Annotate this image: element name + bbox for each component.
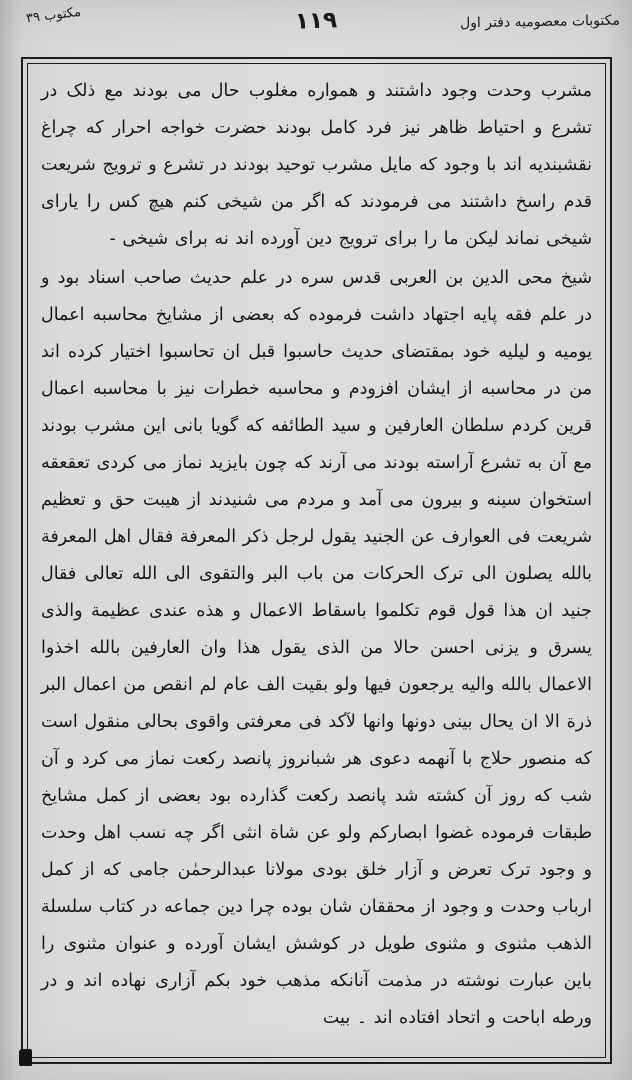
paragraph: مشرب وحدت وجود داشتند و همواره مغلوب حال می بودند مع ذلک در تشرع و احتیاط ظاهر نیز فرد کامل بودند حضرت خواجه احرار که چراغ نقشبندیه اند با وجود که مایل مشرب توحید بودند در تشرع و ترویج شریعت قدم راسخ داشتند می فرمودند که اگر من شیخی کنم هیچ کس را یارای شیخی نماند لیکن ما را برای ترویج دین آورده اند نه برای شیخی - — [41, 81, 592, 249]
text-frame-inner — [27, 63, 606, 1058]
ink-blot — [19, 1049, 32, 1066]
letter-number: مكتوب ٣٩ — [25, 4, 82, 27]
page-number: ١١٩ — [294, 7, 338, 35]
paragraph: شیخ محی الدین بن العربی قدس سره در علم حدیث صاحب اسناد بود و در علم فقه پایه اجتهاد داشت فرموده که بعضی از مشایخ محاسبه اعمال یومیه و لیلیه خود بمقتضای حدیث حاسبوا قبل ان تحاسبوا اختیار کرده اند من در محاسبه از ایشان افزودم و محاسبه خطرات نیز با محاسبه اعمال قرین کردم سلطان العارفین و سید الطائفه که گویا بانی این مشرب بودند مع آن به تشرع آراسته بودند می آرند که چون بایزید نماز می کردی تعقعقه استخوان سینه و بیرون می آمد و مردم می شنیدند از هیبت حق و تعظیم شریعت فی العوارف عن الجنید یقول لرجل ذکر المعرفة فقال اهل المعرفة بالله یصلون الی ترک الحرکات من باب البر والتقوی الی الله تعالی فقال جنید ان هذا قول قوم تکلموا باسقاط الاعمال و هذه عندی عظیمة والذی یسرق و یزنی احسن حالا من الذی یقول هذا وان العارفین بالله اخذوا الاعمال بالله والیه یرجعون فیها ولو بقیت الف عام لم انقص من اعمال البر ذرة الا ان یحال بینی دونها وانها لآکد فی معرفتی واقوی بحالی منقول است که منصور حلاج با آنهمه دعوی هر شبانروز پانصد رکعت نماز می کرد و آن شب که روز آن کشته شد پانصد رکعت گذارده بود بعضی از کمل مشایخ طبقات فرموده غضوا ابصارکم ولو عن شاة انثی اگر چه نسب اهل وحدت و وجود ترک تعرض و آزار خلق بودی مولانا عبدالرحمٰن جامی که از کمل ارباب وحدت و وجود از محققان شان بوده چرا دین جماعه در کتاب سلسلة الذهب مثنوی و مثنوی طویل در کوشش ایشان آورده و عنوان مثنوی را باین عبارت نوشته در مذمت آنانکه مذهب خود بکم آزاری نهاده اند و در ورطه اباحت و اتحاد افتاده اند ۔ بیت — [41, 268, 592, 1028]
text-frame — [21, 57, 612, 1064]
letter-text — [41, 73, 592, 1051]
book-title: مكتوبات معصومیه دفتر اول — [459, 12, 621, 32]
